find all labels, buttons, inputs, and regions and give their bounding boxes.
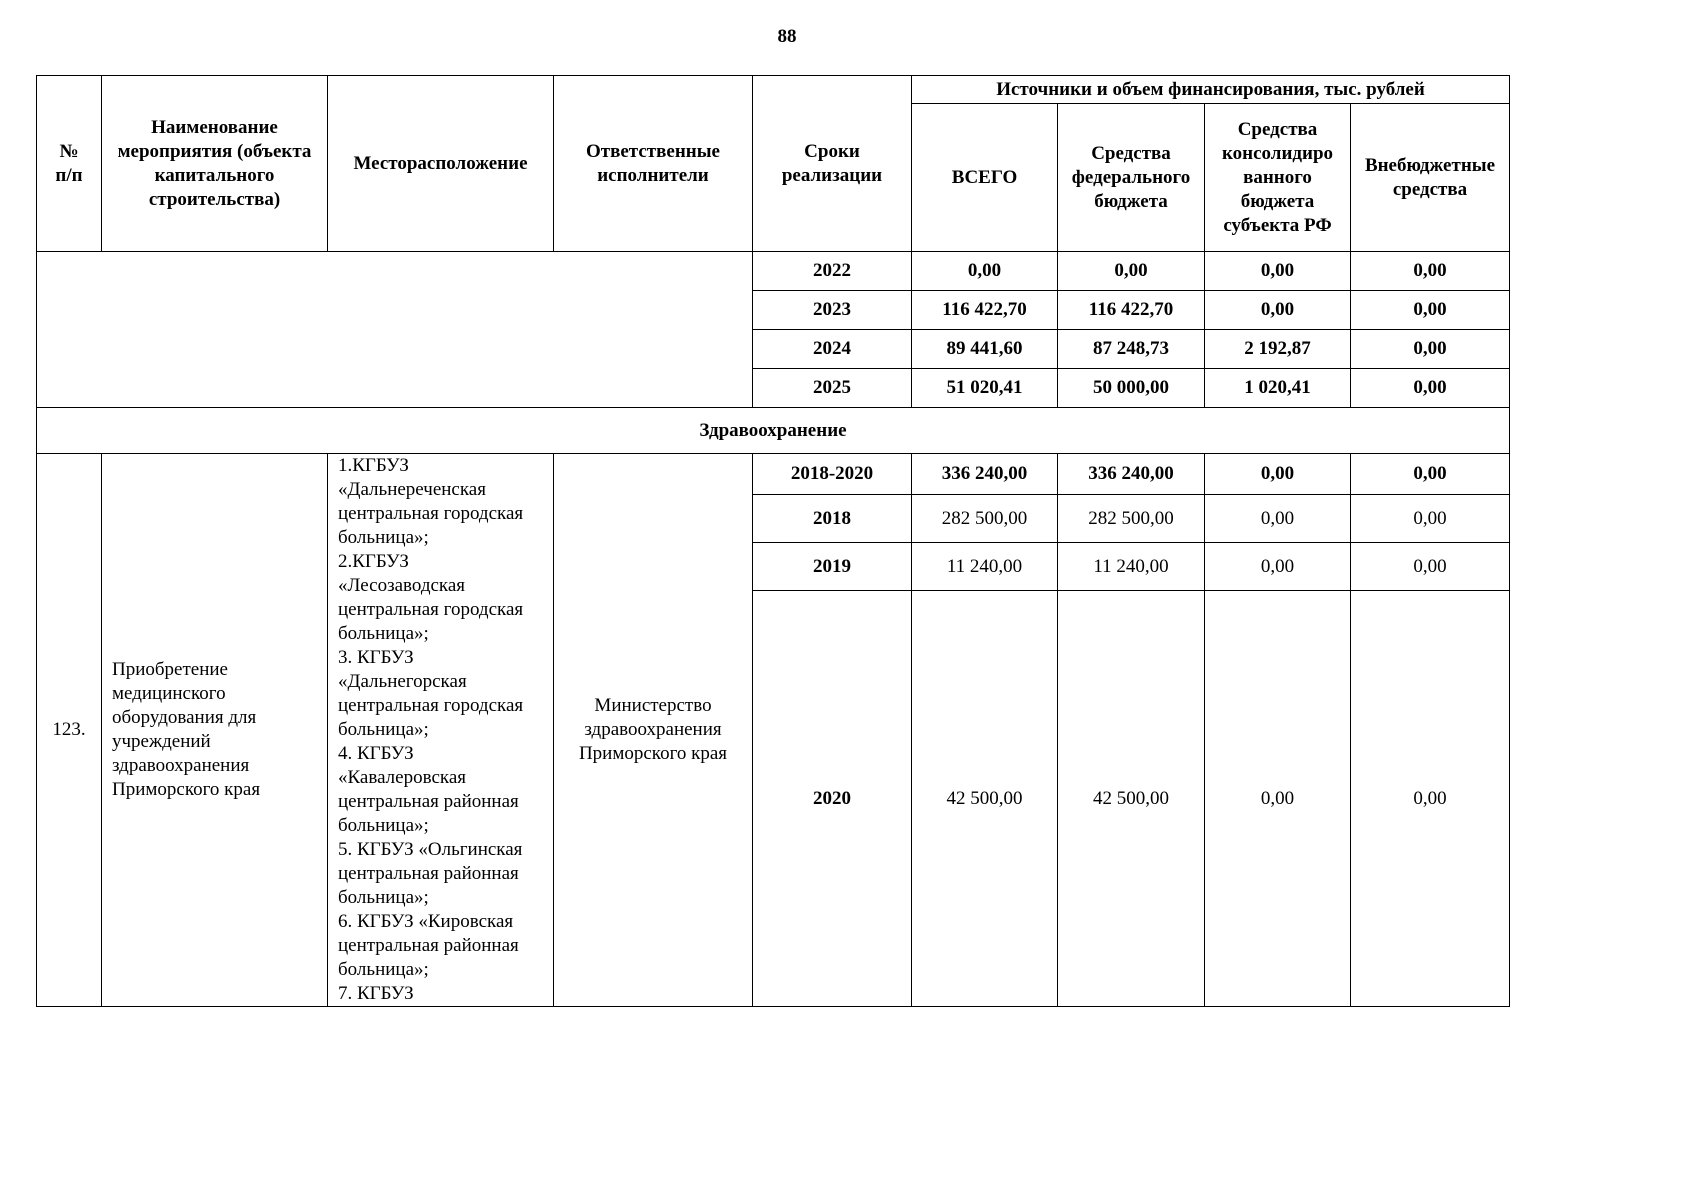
- financing-table: [36, 75, 1510, 1007]
- location-line: 3. КГБУЗ: [338, 647, 414, 668]
- location-line: центральная городская: [338, 599, 524, 620]
- header-federal: Средства федерального бюджета: [1058, 104, 1205, 252]
- location-line: больница»;: [338, 959, 429, 980]
- header-location: Месторасположение: [328, 76, 554, 252]
- item-federal: 282 500,00: [1058, 494, 1205, 542]
- item-year: 2020: [753, 591, 912, 1007]
- item-extra: 0,00: [1351, 494, 1510, 542]
- item-year: 2018: [753, 494, 912, 542]
- header-num: № п/п: [37, 76, 102, 252]
- header-name: Наименование мероприятия (объекта капитального строительства): [102, 76, 328, 252]
- location-line: 4. КГБУЗ: [338, 743, 414, 764]
- location-line: «Кавалеровская: [338, 767, 466, 788]
- location-line: «Дальнереченская: [338, 479, 486, 500]
- location-line: 6. КГБУЗ «Кировская: [338, 911, 514, 932]
- header-extra-budget: Внебюджетные средства: [1351, 104, 1510, 252]
- item-total: 11 240,00: [912, 543, 1058, 591]
- location-line: 5. КГБУЗ «Ольгинская: [338, 839, 523, 860]
- location-line: больница»;: [338, 527, 429, 548]
- location-line: больница»;: [338, 887, 429, 908]
- summary-extra: 0,00: [1351, 369, 1510, 408]
- item-total: 336 240,00: [912, 454, 1058, 495]
- location-line: «Дальнегорская: [338, 671, 467, 692]
- location-line: 7. КГБУЗ: [338, 983, 414, 1004]
- location-line: больница»;: [338, 815, 429, 836]
- item-name: Приобретение медицинского оборудования для учреждений здравоохранения Приморского края: [102, 454, 328, 1007]
- location-line: центральная районная: [338, 935, 519, 956]
- summary-consolidated: 1 020,41: [1205, 369, 1351, 408]
- item-year: 2018-2020: [753, 454, 912, 495]
- item-extra: 0,00: [1351, 591, 1510, 1007]
- summary-extra: 0,00: [1351, 330, 1510, 369]
- location-line: 2.КГБУЗ: [338, 551, 409, 572]
- item-consolidated: 0,00: [1205, 591, 1351, 1007]
- header-period: Сроки реализации: [753, 76, 912, 252]
- item-federal: 336 240,00: [1058, 454, 1205, 495]
- summary-extra: 0,00: [1351, 291, 1510, 330]
- header-total: ВСЕГО: [912, 104, 1058, 252]
- summary-year: 2024: [753, 330, 912, 369]
- summary-year: 2022: [753, 252, 912, 291]
- item-federal: 11 240,00: [1058, 543, 1205, 591]
- item-year: 2019: [753, 543, 912, 591]
- summary-year: 2025: [753, 369, 912, 408]
- summary-consolidated: 0,00: [1205, 252, 1351, 291]
- summary-year: 2023: [753, 291, 912, 330]
- item-extra: 0,00: [1351, 543, 1510, 591]
- item-consolidated: 0,00: [1205, 454, 1351, 495]
- location-line: 1.КГБУЗ: [338, 455, 409, 476]
- header-financing-group: Источники и объем финансирования, тыс. рублей: [912, 76, 1510, 104]
- item-extra: 0,00: [1351, 454, 1510, 495]
- summary-total: 89 441,60: [912, 330, 1058, 369]
- item-row: [37, 454, 1510, 495]
- page-number: 88: [777, 26, 797, 47]
- summary-total: 0,00: [912, 252, 1058, 291]
- summary-consolidated: 0,00: [1205, 291, 1351, 330]
- section-row: [37, 408, 1510, 454]
- location-line: больница»;: [338, 623, 429, 644]
- item-federal: 42 500,00: [1058, 591, 1205, 1007]
- header-consolidated: Средства консолидиро ванного бюджета субъекта РФ: [1205, 104, 1351, 252]
- summary-blank-cell: [37, 252, 753, 408]
- location-line: центральная районная: [338, 863, 519, 884]
- item-number: 123.: [37, 454, 102, 1007]
- summary-extra: 0,00: [1351, 252, 1510, 291]
- item-consolidated: 0,00: [1205, 494, 1351, 542]
- location-line: центральная городская: [338, 695, 524, 716]
- summary-total: 51 020,41: [912, 369, 1058, 408]
- item-total: 42 500,00: [912, 591, 1058, 1007]
- summary-consolidated: 2 192,87: [1205, 330, 1351, 369]
- item-total: 282 500,00: [912, 494, 1058, 542]
- summary-federal: 0,00: [1058, 252, 1205, 291]
- location-line: центральная районная: [338, 791, 519, 812]
- section-title: Здравоохранение: [37, 408, 1510, 454]
- summary-row: [37, 252, 1510, 291]
- summary-federal: 50 000,00: [1058, 369, 1205, 408]
- item-consolidated: 0,00: [1205, 543, 1351, 591]
- summary-total: 116 422,70: [912, 291, 1058, 330]
- location-line: центральная городская: [338, 503, 524, 524]
- summary-federal: 87 248,73: [1058, 330, 1205, 369]
- location-line: «Лесозаводская: [338, 575, 466, 596]
- summary-federal: 116 422,70: [1058, 291, 1205, 330]
- header-responsible: Ответственные исполнители: [554, 76, 753, 252]
- location-line: больница»;: [338, 719, 429, 740]
- item-responsible: Министерство здравоохранения Приморского края: [554, 454, 753, 1007]
- item-location: [328, 454, 554, 1007]
